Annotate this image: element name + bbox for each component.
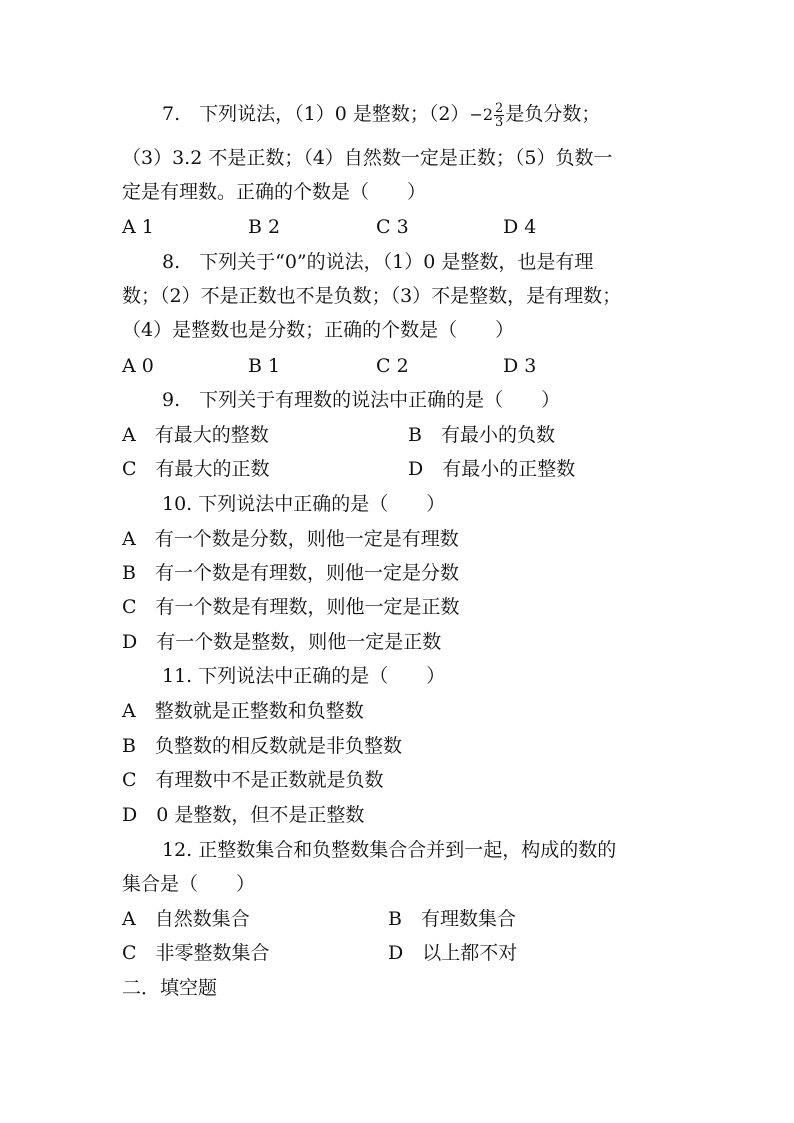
q9-option-c: C 有最大的正数	[122, 458, 270, 480]
question-11-line-1: 11. 下列说法中正确的是（ ）	[162, 665, 446, 687]
question-12-line-2: 集合是（ ）	[122, 873, 256, 895]
q10-option-a: A 有一个数是分数，则他一定是有理数	[122, 528, 459, 550]
q7-fraction-denominator: 3	[495, 115, 504, 130]
q10-option-b: B 有一个数是有理数，则他一定是分数	[122, 562, 459, 584]
q10-option-d: D 有一个数是整数，则他一定是正数	[122, 631, 442, 653]
section-heading-fill-in-blank: 二．填空题	[122, 977, 218, 999]
q11-option-c: C 有理数中不是正数就是负数	[122, 769, 384, 791]
q8-option-a: A 0	[122, 355, 154, 377]
q9-option-d: D 有最小的正整数	[408, 458, 576, 480]
q8-option-d: D 3	[503, 355, 537, 377]
q12-option-c: C 非零整数集合	[122, 942, 270, 964]
question-8-line-3: （4）是整数也是分数；正确的个数是（ ）	[122, 319, 515, 341]
q7-text-part-2: 是负分数；	[505, 103, 601, 125]
q9-option-b: B 有最小的负数	[408, 424, 555, 446]
question-7-line-1	[162, 102, 600, 129]
question-9-line-1: 9. 下列关于有理数的说法中正确的是（ ）	[162, 389, 561, 411]
q7-option-c: C 3	[376, 216, 409, 238]
q7-mixed-number	[469, 101, 505, 130]
question-7-line-2: （3）3.2 不是正数；（4）自然数一定是正数；（5）负数一	[122, 147, 613, 169]
q12-option-a: A 自然数集合	[122, 908, 250, 930]
q7-fraction-numerator: 2	[495, 101, 504, 116]
q7-fraction	[494, 102, 504, 129]
q7-text-part-1: 7. 下列说法，（1）0 是整数；（2）	[162, 103, 470, 125]
q11-option-b: B 负整数的相反数就是非负整数	[122, 735, 402, 757]
q11-option-a: A 整数就是正整数和负整数	[122, 700, 364, 722]
q8-option-c: C 2	[376, 355, 409, 377]
question-12-line-1: 12. 正整数集合和负整数集合合并到一起，构成的数的	[162, 839, 617, 861]
question-10-line-1: 10. 下列说法中正确的是（ ）	[162, 493, 446, 515]
question-7-line-3: 定是有理数。正确的个数是（ ）	[122, 181, 427, 203]
q7-option-d: D 4	[503, 216, 537, 238]
question-8-line-1: 8. 下列关于“0”的说法，（1）0 是整数，也是有理	[162, 251, 594, 273]
question-8-line-2: 数；（2）不是正数也不是负数；（3）不是整数，是有理数；	[122, 285, 622, 307]
q9-option-a: A 有最大的整数	[122, 424, 269, 446]
q7-option-a: A 1	[122, 216, 154, 238]
q7-option-b: B 2	[248, 216, 281, 238]
q11-option-d: D 0 是整数，但不是正整数	[122, 804, 365, 826]
q7-negative-whole: −2	[469, 105, 494, 124]
q10-option-c: C 有一个数是有理数，则他一定是正数	[122, 596, 460, 618]
q12-option-b: B 有理数集合	[388, 908, 516, 930]
q8-option-b: B 1	[248, 355, 281, 377]
q12-option-d: D 以上都不对	[388, 942, 518, 964]
